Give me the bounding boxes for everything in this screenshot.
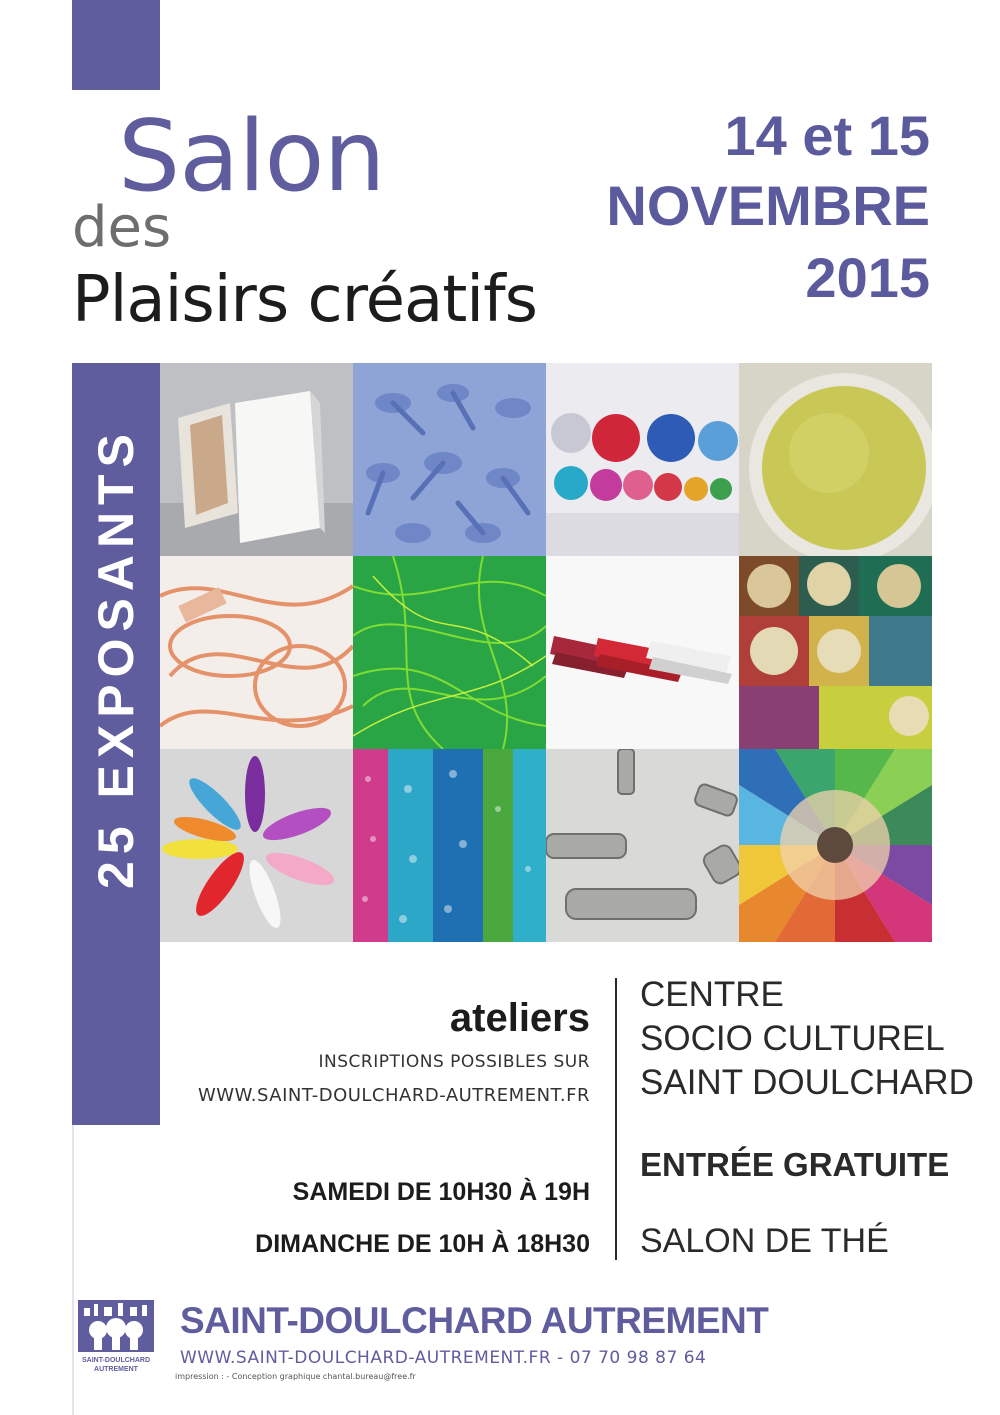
logo-text-1: SAINT-DOULCHARD — [81, 1357, 151, 1364]
organization-contact[interactable]: WWW.SAINT-DOULCHARD-AUTREMENT.FR - 07 70 98 87 64 — [180, 1348, 707, 1368]
vertical-divider — [615, 978, 617, 1260]
footer-left-rule — [72, 1125, 74, 1415]
ribbon-photo — [160, 556, 353, 749]
title-des: des — [72, 195, 172, 260]
date-year: 2015 — [805, 246, 930, 309]
inscriptions-text: INSCRIPTIONS POSSIBLES SUR — [318, 1052, 590, 1072]
brads-photo — [353, 363, 546, 556]
date-month: NOVEMBRE — [606, 174, 930, 237]
venue-line-2: SOCIO CULTUREL — [640, 1019, 945, 1058]
print-credit: impression : - Conception graphique chantal.bureau@free.fr — [175, 1372, 416, 1381]
free-entry-text: ENTRÉE GRATUITE — [640, 1146, 950, 1183]
thread-spools-photo — [739, 556, 932, 749]
clothespins-photo — [546, 556, 739, 749]
sisal-fiber-photo — [353, 556, 546, 749]
metal-beads-photo — [546, 749, 739, 942]
venue-line-3: SAINT DOULCHARD — [640, 1063, 974, 1102]
glitter-jars-photo — [546, 363, 739, 556]
saturday-hours: SAMEDI DE 10H30 À 19H — [292, 1178, 590, 1206]
colored-pencils-photo — [739, 749, 932, 942]
organization-name: SAINT-DOULCHARD AUTREMENT — [180, 1300, 769, 1341]
canvas-photo — [160, 363, 353, 556]
venue-line-1: CENTRE — [640, 975, 784, 1014]
logo-text-2: AUTREMENT — [94, 1366, 138, 1373]
ateliers-website-link[interactable]: WWW.SAINT-DOULCHARD-AUTREMENT.FR — [197, 1085, 590, 1106]
date-days: 14 et 15 — [724, 104, 930, 167]
side-banner-text: 25 EXPOSANTS — [88, 427, 144, 889]
tea-room-text: SALON DE THÉ — [640, 1222, 889, 1260]
organization-logo — [76, 1298, 156, 1376]
top-accent-tab — [72, 0, 160, 90]
pigment-powder-photo — [739, 363, 932, 556]
title-salon: Salon — [118, 100, 385, 214]
sunday-hours: DIMANCHE DE 10H À 18H30 — [255, 1230, 590, 1258]
craft-photo-grid — [160, 363, 932, 941]
ateliers-heading: ateliers — [449, 996, 590, 1040]
fabric-rolls-photo — [353, 749, 546, 942]
feathers-photo — [160, 749, 353, 942]
title-plaisirs-creatifs: Plaisirs créatifs — [72, 263, 537, 337]
